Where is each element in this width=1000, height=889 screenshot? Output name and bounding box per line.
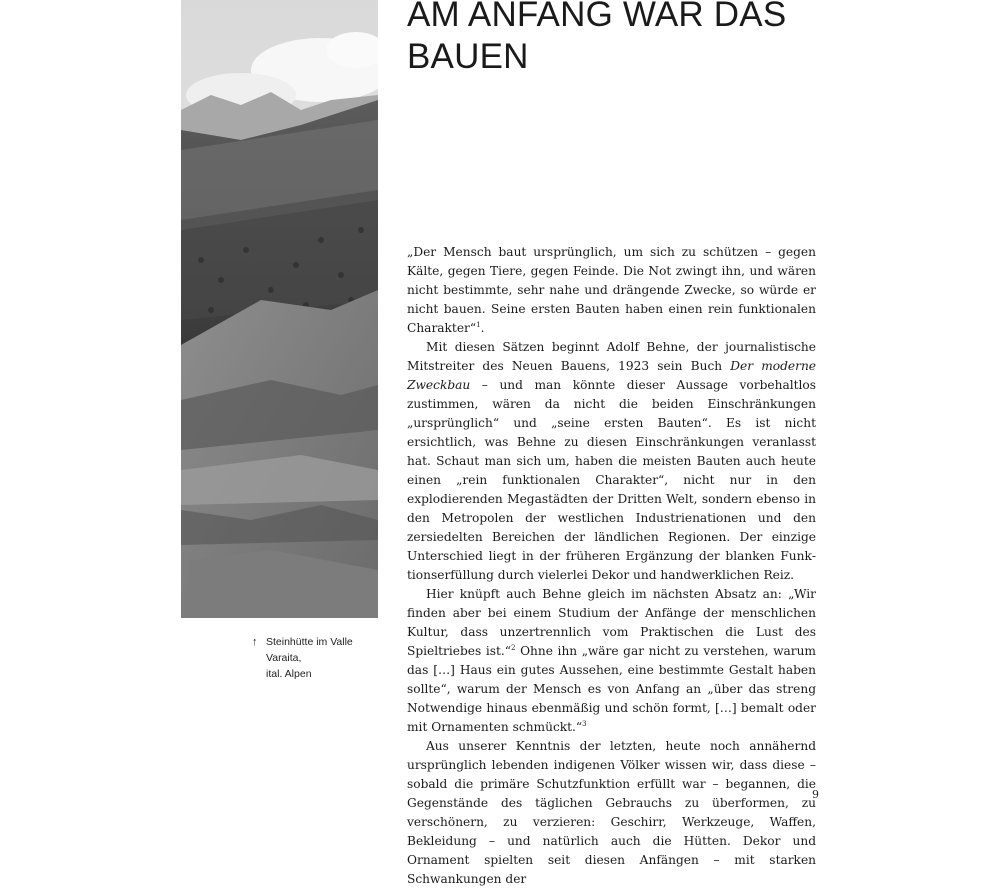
- text-segment: „Der Mensch baut ursprünglich, um sich zu schützen – gegen Kälte, gegen Tiere, gegen Feinde. Die Not zwingt ihn, und wären nicht bestimmte, sehr nahe und drängende Zwecke, so würde er nicht bauen. Seine ersten Bauten haben einen rein funktionalen Charakter“: [407, 245, 816, 335]
- paragraph: [407, 585, 816, 737]
- page-number: 9: [812, 788, 819, 801]
- footnote-ref: 3: [582, 719, 587, 728]
- image-caption: [252, 634, 382, 682]
- book-title: Der moderne Zweckbau: [407, 359, 817, 392]
- paragraph: [407, 243, 816, 338]
- chapter-title: AM ANFANG WAR DAS BAUEN: [407, 0, 787, 76]
- text-segment: Mit diesen Sätzen beginnt Adolf Behne, der journalistische Mitstreiter des Neuen Bauens, 1923 sein Buch: [407, 340, 816, 373]
- mountain-photo: [181, 0, 378, 618]
- caption-text: Steinhütte im Valle Varaita, ital. Alpen: [266, 636, 353, 680]
- text-segment: .: [480, 321, 485, 335]
- arrow-up-icon: ↑: [252, 636, 258, 648]
- footnote-ref: 2: [511, 643, 516, 652]
- text-segment: Aus unserer Kenntnis der letzten, heute noch annähernd ursprünglich lebenden indigenen Völker wissen wir, dass diese – sobald die primäre Schutzfunktion erfüllt war – begannen, die Gegenstände des täglichen Gebrauchs zu überformen, zu verschönern, zu verzieren: Geschirr, Werkzeuge, Waffen, Bekleidung – und natürlich auch die Hütten. Dekor und Ornament spielten seit diesen Anfängen – mit starken Schwankungen der: [407, 739, 816, 886]
- text-segment: Ohne ihn „wäre gar nicht zu verstehen, warum das […] Haus ein gutes Aussehen, eine bestimmte Gestalt haben sollte“, warum der Mensch es von Anfang an „über das streng Notwendige hinaus ebenmäßig und schön formt, […] bemalt oder mit Ornamenten schmückt.“: [407, 644, 816, 734]
- body-text: [407, 243, 816, 889]
- paragraph: [407, 737, 816, 889]
- text-segment: Hier knüpft auch Behne gleich im nächsten Absatz an: „Wir finden aber bei einem Studium der Anfänge der menschlichen Kultur, dass unzertrennlich vom Praktischen die Lust des Spieltriebes ist.“: [407, 587, 816, 658]
- text-segment: – und man könnte dieser Aussage vorbehaltlos zustimmen, wären da nicht die beiden Einschränkungen „ursprünglich“ und „seine ersten Bauten“. Es ist nicht ersichtlich, was Behne zu diesen Einschränkungen veranlasst hat. Schaut man sich um, haben die meisten Bauten auch heute einen „rein funktionalen Charakter“, nicht nur in den explodierenden Megastädten der Dritten Welt, sondern ebenso in den Metropolen der westlichen Industrienationen und den zersiedelten Bereichen der ländlichen Regionen. Der einzige Unterschied liegt in der früheren Ergänzung der blanken Funktionserfüllung durch vielerlei Dekor und handwerklichen Reiz.: [407, 378, 816, 582]
- footnote-ref: 1: [476, 320, 481, 329]
- paragraph: [407, 338, 816, 585]
